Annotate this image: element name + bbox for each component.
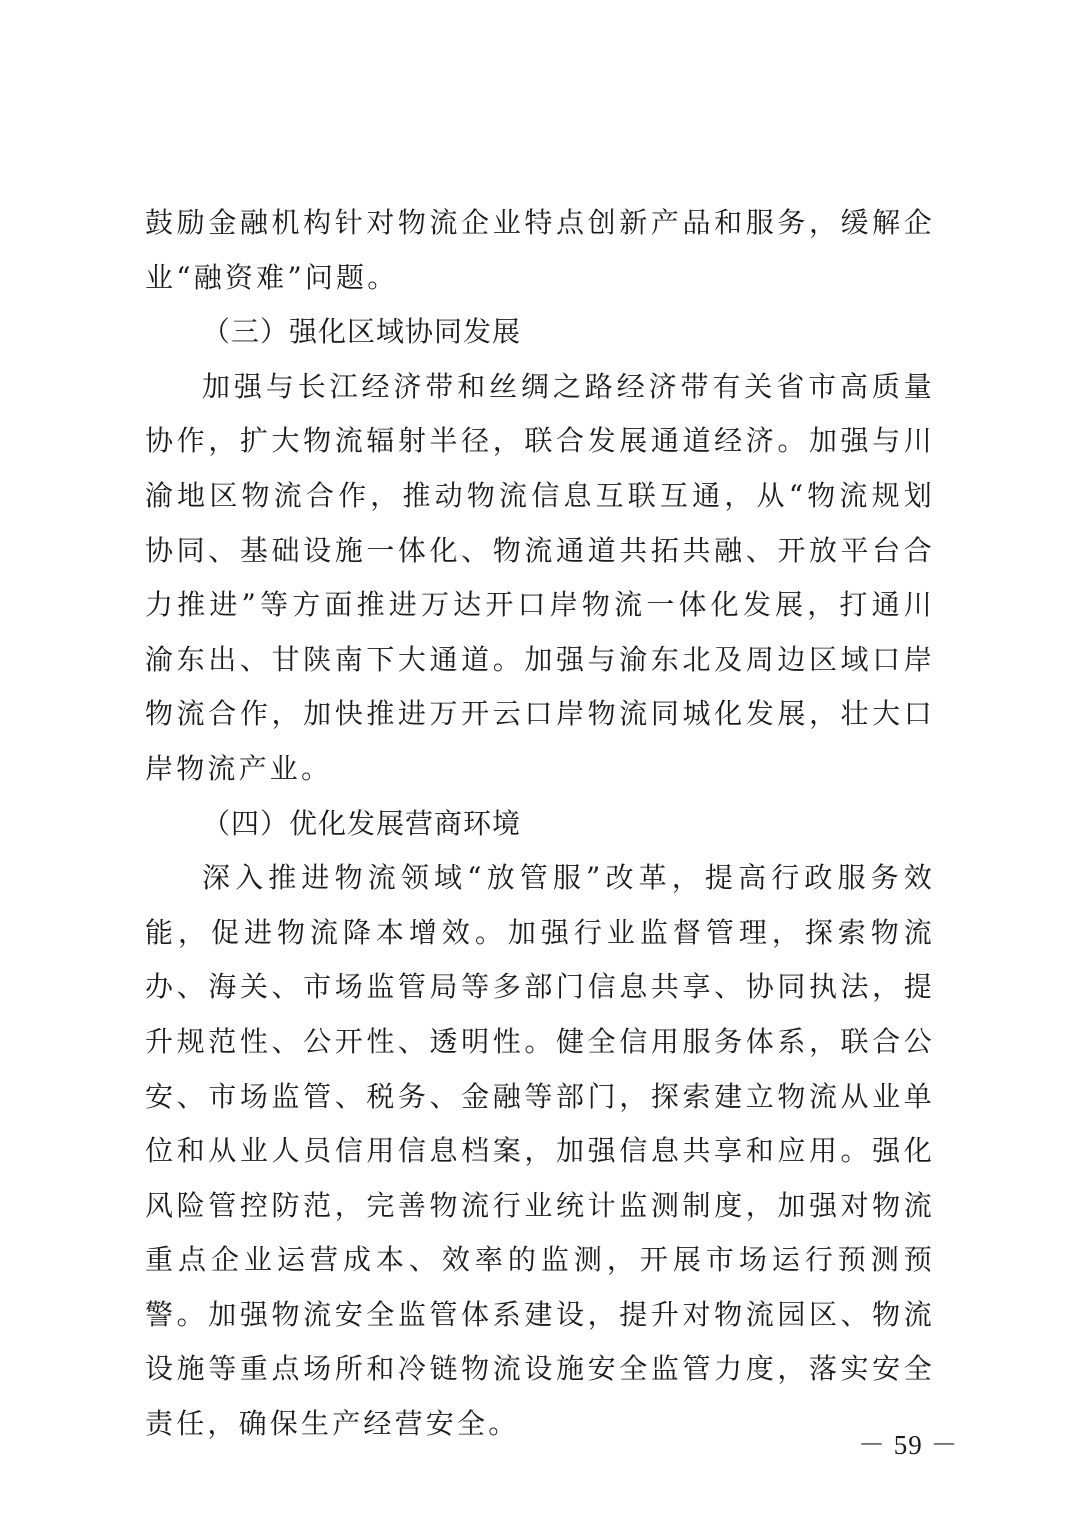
paragraph-business-environment: 深入推进物流领域“放管服”改革，提高行政服务效能，促进物流降本增效。加强行业监督管理，探索物流办、海关、市场监管局等多部门信息共享、协同执法，提升规范性、公开性、透明性。健全信用服务体系，联合公安、市场监管、税务、金融等部门，探索建立物流从业单位和从业人员信用信息档案，加强信息共享和应用。强化风险管控防范，完善物流行业统计监测制度，加强对物流重点企业运营成本、效率的监测，开展市场运行预测预警。加强物流安全监管体系建设，提升对物流园区、物流设施等重点场所和冷链物流设施安全监管力度，落实安全责任，确保生产经营安全。 — [145, 861, 935, 1441]
document-body — [145, 196, 935, 1452]
paragraph-continuation: 鼓励金融机构针对物流企业特点创新产品和服务，缓解企业“融资难”问题。 — [145, 206, 935, 294]
section-heading-4: （四）优化发展营商环境 — [202, 806, 522, 840]
page-number: － 59 － — [858, 1430, 959, 1460]
section-heading-3: （三）强化区域协同发展 — [202, 315, 522, 349]
paragraph-regional-cooperation: 加强与长江经济带和丝绸之路经济带有关省市高质量协作，扩大物流辐射半径，联合发展通道经济。加强与川渝地区物流合作，推动物流信息互联互通，从“物流规划协同、基础设施一体化、物流通道共拓共融、开放平台合力推进”等方面推进万达开口岸物流一体化发展，打通川渝东出、甘陕南下大通道。加强与渝东北及周边区域口岸物流合作，加快推进万开云口岸物流同城化发展，壮大口岸物流产业。 — [145, 369, 935, 785]
